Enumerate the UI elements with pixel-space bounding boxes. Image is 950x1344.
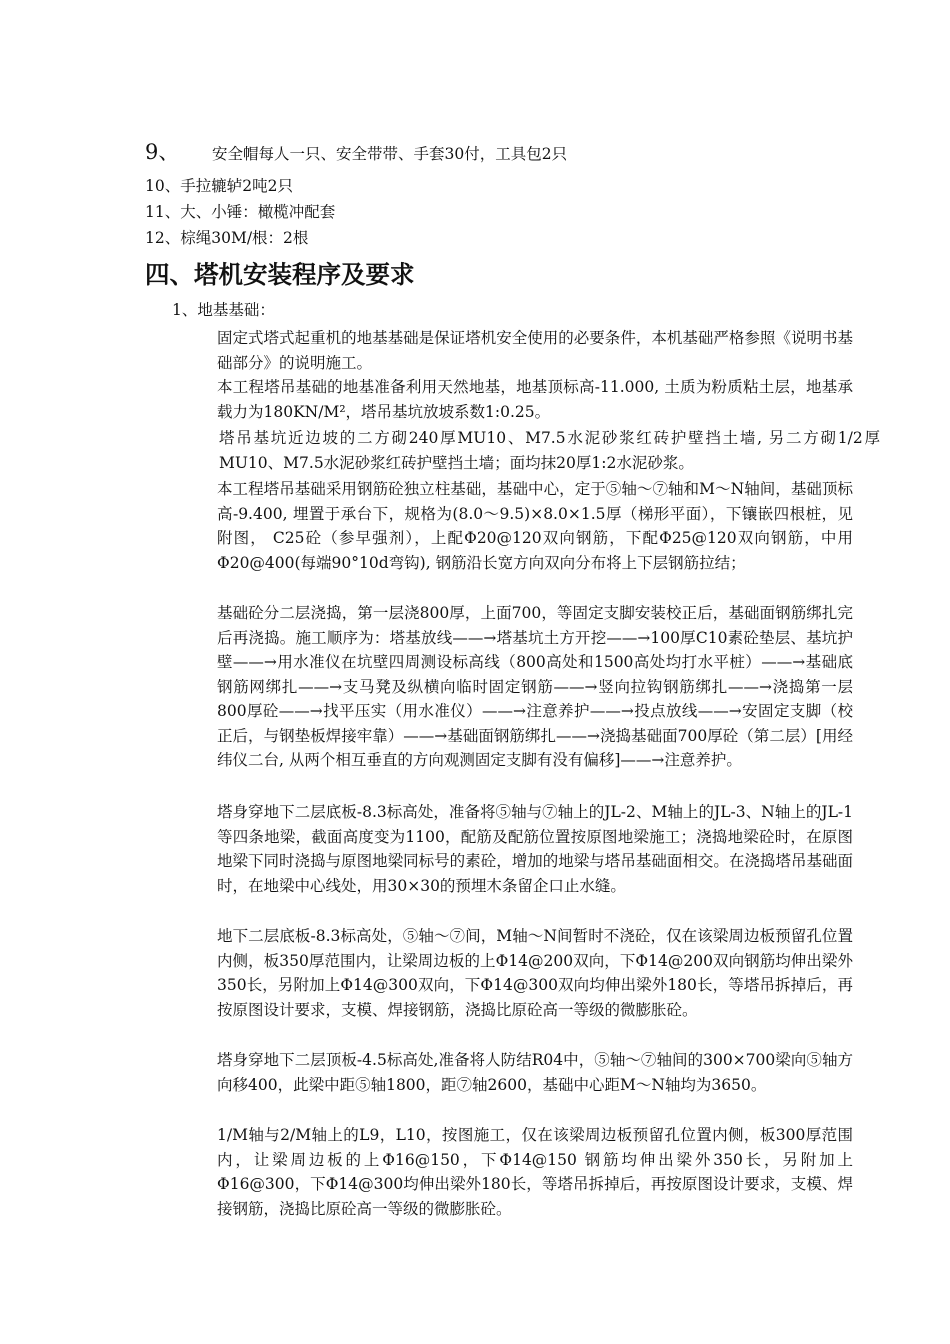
paragraph-construction-sequence: 基础砼分二层浇捣，第一层浇800厚，上面700，等固定支脚安装校正后，基础面钢筋绑扎完后再浇捣。施工顺序为：塔基放线——→塔基坑土方开挖——→100厚C10素砼垫层、基坑护壁——→用水准仪在坑壁四周测设标高线（800高处和1500高处均打水平桩）——→基础底钢筋网绑扎——→支马凳及纵横向临时固定钢筋——→竖向拉钩钢筋绑扎——→浇捣第一层800厚砼——→找平压实（用水准仪）——→注意养护——→投点放线——→安固定支脚（校正后，与钢垫板焊接牢靠）——→基础面钢筋绑扎——→浇捣基础面700厚砼（第二层）[用经纬仪二台, 从两个相互垂直的方向观测固定支脚有没有偏移]——→注意养护。 (217, 604, 853, 769)
list-item-9-number: 9、 (145, 140, 180, 164)
subsection-title: 1、地基基础： (172, 301, 275, 319)
paragraph-foundation-intro: 固定式塔式起重机的地基基础是保证塔机安全使用的必要条件，本机基础严格参照《说明书基础部分》的说明施工。 (217, 329, 853, 372)
paragraph-basement-top-slab: 塔身穿地下二层顶板-4.5标高处,准备将人防结R04中，⑤轴～⑦轴间的300×700梁向⑤轴方向移400，此梁中距⑤轴1800，距⑦轴2600，基础中心距M～N轴均为3650。 (217, 1051, 853, 1094)
paragraph-foundation-design: 本工程塔吊基础采用钢筋砼独立柱基础，基础中心，定于⑤轴～⑦轴和M～N轴间，基础顶标高-9.400, 埋置于承台下，规格为(8.0～9.5)×8.0×1.5厚（梯形平面），下镶嵌四根桩，见附图， C25砼（参早强剂），上配Φ20@120双向钢筋，下配Φ25@120双向钢筋，中用Φ20@400(每端90°10d弯钩), 钢筋沿长宽方向双向分布将上下层钢筋拉结； (217, 480, 853, 572)
list-item-11: 11、大、小锤：橄榄冲配套 (145, 203, 336, 221)
paragraph-retaining-wall: 塔吊基坑近边坡的二方砌240厚MU10、M7.5水泥砂浆红砖护壁挡土墙, 另二方砌1/2厚MU10、M7.5水泥砂浆红砖护壁挡土墙；面均抹20厚1:2水泥砂浆。 (219, 429, 880, 472)
paragraph-beams-l9-l10: 1/M轴与2/M轴上的L9，L10，按图施工，仅在该梁周边板预留孔位置内侧，板300厚范围内，让梁周边板的上Φ16@150，下Φ14@150 钢筋均伸出梁外350长，另附加上Φ16@300，下Φ14@300均伸出梁外180长，等塔吊拆掉后，再按原图设计要求，支模、焊接钢筋，浇捣比原砼高一等级的微膨胀砼。 (217, 1126, 853, 1218)
list-item-10: 10、手拉辘轳2吨2只 (145, 177, 293, 195)
paragraph-subgrade: 本工程塔吊基础的地基准备利用天然地基，地基顶标高-11.000, 土质为粉质粘土层，地基承载力为180KN/M²，塔吊基坑放坡系数1:0.25。 (217, 378, 853, 421)
list-item-9 (145, 140, 568, 164)
paragraph-slab-opening: 地下二层底板-8.3标高处，⑤轴～⑦间，M轴～N间暂时不浇砼，仅在该梁周边板预留孔位置内侧，板350厚范围内，让梁周边板的上Φ14@200双向，下Φ14@200双向钢筋均伸出梁外350长，另附加上Φ14@300双向，下Φ14@300双向均伸出梁外180长，等塔吊拆掉后，再按原图设计要求，支模、焊接钢筋，浇捣比原砼高一等级的微膨胀砼。 (217, 927, 853, 1019)
paragraph-basement-bottom-slab: 塔身穿地下二层底板-8.3标高处，准备将⑤轴与⑦轴上的JL-2、M轴上的JL-3、N轴上的JL-1等四条地梁，截面高度变为1100，配筋及配筋位置按原图地梁施工；浇捣地梁砼时，在原图地梁下同时浇捣与原图地梁同标号的素砼，增加的地梁与塔吊基础面相交。在浇捣塔吊基础面时，在地梁中心线处，用30×30的预埋木条留企口止水缝。 (217, 803, 853, 895)
list-item-9-text: 安全帽每人一只、安全带带、手套30付，工具包2只 (212, 145, 568, 163)
section-heading: 四、塔机安装程序及要求 (145, 260, 415, 289)
list-item-12: 12、棕绳30M/根：2根 (145, 229, 309, 247)
